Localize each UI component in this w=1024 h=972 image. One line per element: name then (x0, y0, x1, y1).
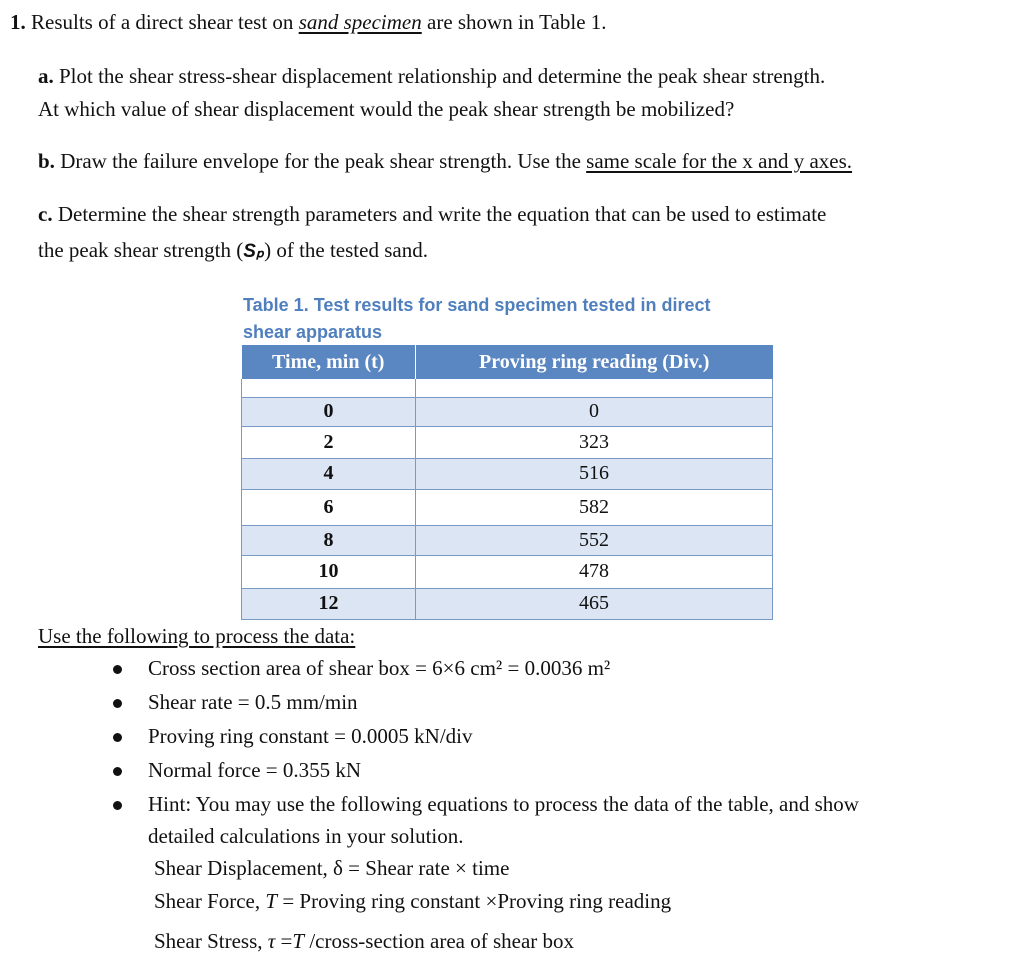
reading-cell: 465 (416, 588, 773, 619)
sand-specimen-text: sand specimen (298, 10, 422, 34)
hint-line2: detailed calculations in your solution. (148, 824, 464, 848)
part-c-text2-post: ) of the tested sand. (264, 238, 428, 262)
table-row (242, 397, 773, 426)
bullet-icon (113, 665, 122, 674)
part-c-line1 (38, 202, 826, 227)
bullet-normal-force: Normal force = 0.355 kN (148, 758, 362, 782)
bullet-area: Cross section area of shear box = 6×6 cm² = 0.0036 m² (148, 656, 611, 680)
question-intro (10, 10, 607, 35)
reading-cell: 582 (416, 489, 773, 525)
question-intro-pre: Results of a direct shear test on (31, 10, 294, 34)
question-intro-post: are shown in Table 1. (427, 10, 607, 34)
hint-line1: Hint: You may use the following equations to process the data of the table, and show (148, 792, 859, 816)
reading-cell: 323 (416, 426, 773, 458)
table-row (242, 555, 773, 588)
eq2-var: T (265, 889, 278, 913)
eq2-pre: Shear Force, (154, 889, 266, 913)
part-b-line (38, 149, 852, 174)
eq3-pre: Shear Stress, (154, 929, 268, 953)
time-cell: 8 (242, 525, 416, 555)
part-c-text1: Determine the shear strength parameters and write the equation that can be used to estimate (57, 202, 827, 226)
process-heading: Use the following to process the data: (38, 624, 356, 648)
bullet-icon (113, 733, 122, 742)
reading-cell: 516 (416, 458, 773, 489)
part-c-label: c. (38, 202, 53, 226)
table-row (242, 525, 773, 555)
bullet-ring-constant: Proving ring constant = 0.0005 kN/div (148, 724, 473, 748)
bullet-shear-rate: Shear rate = 0.5 mm/min (148, 690, 358, 714)
table-caption-line2: shear apparatus (243, 322, 383, 342)
eq3-tau: τ (267, 929, 276, 953)
question-number: 1. (10, 10, 26, 34)
table-row (242, 458, 773, 489)
time-cell: 0 (242, 397, 416, 426)
eq3-mid: = (275, 929, 293, 953)
equation-displacement: Shear Displacement, δ = Shear rate × time (154, 856, 510, 880)
table-spacer-row (242, 379, 773, 397)
header-reading: Proving ring reading (Div.) (416, 345, 773, 379)
table-row (242, 588, 773, 619)
time-cell: 6 (242, 489, 416, 525)
time-cell: 10 (242, 555, 416, 588)
part-c-text2-pre: the peak shear strength ( (38, 238, 244, 262)
header-time: Time, min (t) (242, 345, 416, 379)
part-a-text1: Plot the shear stress-shear displacement relationship and determine the peak shear strength. (59, 64, 826, 88)
peak-strength-symbol: Sₚ (243, 241, 265, 262)
time-cell: 12 (242, 588, 416, 619)
eq2-post: = Proving ring constant ×Proving ring reading (277, 889, 672, 913)
bullet-icon (113, 767, 122, 776)
equation-shear-stress (154, 929, 574, 954)
part-a-line2: At which value of shear displacement would the peak shear strength be mobilized? (38, 97, 735, 121)
eq3-var: T (292, 929, 305, 953)
table-header-row (242, 345, 773, 379)
bullet-icon (113, 699, 122, 708)
part-a-line1 (38, 64, 825, 89)
reading-cell: 552 (416, 525, 773, 555)
time-cell: 2 (242, 426, 416, 458)
equation-shear-force (154, 889, 671, 914)
part-b-text: Draw the failure envelope for the peak shear strength. Use the (60, 149, 581, 173)
bullet-icon (113, 801, 122, 810)
eq3-post: /cross-section area of shear box (304, 929, 575, 953)
part-a-label: a. (38, 64, 54, 88)
time-cell: 4 (242, 458, 416, 489)
part-b-underlined: same scale for the x and y axes. (586, 149, 853, 173)
part-b-label: b. (38, 149, 55, 173)
reading-cell: 478 (416, 555, 773, 588)
results-table (241, 345, 773, 620)
table-row (242, 426, 773, 458)
table-row (242, 489, 773, 525)
reading-cell: 0 (416, 397, 773, 426)
table-caption-line1: Table 1. Test results for sand specimen tested in direct (243, 295, 711, 315)
part-c-line2 (38, 238, 428, 263)
